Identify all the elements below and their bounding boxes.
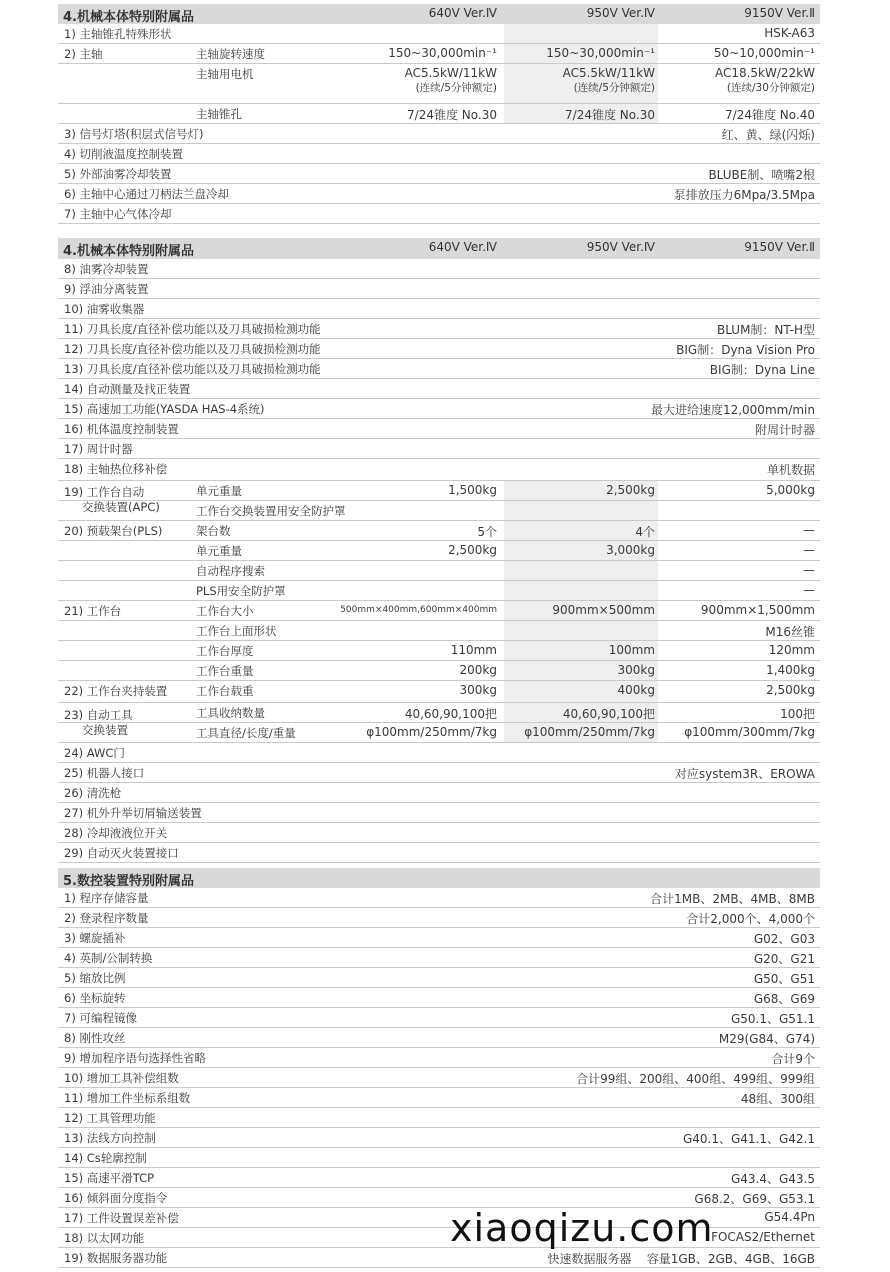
row-value: G02、G03 (753, 932, 815, 946)
sub-label: 主轴旋转速度 (196, 47, 265, 61)
row-label: 18) 以太网功能 (64, 1231, 145, 1245)
row-label: 16) 倾斜面分度指令 (64, 1191, 168, 1205)
sub-label: 工具直径/长度/重量 (196, 726, 296, 740)
row-value: 合计2,000个、4,000个 (686, 912, 815, 926)
row-21-thickness (58, 641, 820, 661)
row-21-label: 21) 工作台 (64, 604, 122, 618)
value-950: φ100mm/250mm/7kg (524, 725, 655, 739)
nc-row-19 (58, 1248, 820, 1268)
sub-label: 单元重量 (196, 544, 242, 558)
value-640: 7/24锥度 No.30 (407, 108, 497, 122)
value-950: 150~30,000min⁻¹ (546, 46, 655, 60)
value-9150: 100把 (780, 707, 815, 721)
row-value: G54.4Pn (764, 1210, 815, 1224)
value-9150: 单机数据 (766, 463, 815, 477)
value-9150: 5,000kg (766, 483, 815, 497)
value-640: 40,60,90,100把 (404, 707, 497, 721)
row-1 (58, 24, 820, 44)
row-label: 9) 增加程序语句选择性省略 (64, 1051, 206, 1065)
value-640: φ100mm/250mm/7kg (366, 725, 497, 739)
row-17 (58, 439, 820, 459)
row-value: G68、G69 (753, 992, 815, 1006)
row-label: 1) 主轴锥孔特殊形状 (64, 27, 172, 41)
row-26 (58, 783, 820, 803)
nc-row-5 (58, 968, 820, 988)
value-640: AC5.5kW/11kW (连续/5分钟额定) (404, 66, 497, 94)
sub-label: 单元重量 (196, 484, 242, 498)
row-label: 10) 油雾收集器 (64, 302, 145, 316)
row-18 (58, 459, 820, 481)
sub-label: 架台数 (196, 524, 231, 538)
row-label: 6) 坐标旋转 (64, 991, 126, 1005)
row-label: 5) 缩放比例 (64, 971, 126, 985)
row-label: 28) 冷却液液位开关 (64, 826, 168, 840)
col-9150: 9150V Ver.Ⅱ (744, 6, 815, 20)
value-9150: — (803, 543, 815, 557)
row-2-motor (58, 64, 820, 104)
row-23-capacity (58, 703, 820, 723)
row-label: 19) 数据服务器功能 (64, 1251, 168, 1265)
row-20-label: 20) 预载架台(PLS) (64, 524, 163, 538)
value-9150: AC18.5kW/22kW (连续/30分钟额定) (714, 66, 815, 94)
row-2-taper (58, 104, 820, 124)
row-22 (58, 681, 820, 703)
nc-row-6 (58, 988, 820, 1008)
row-label: 1) 程序存储容量 (64, 891, 149, 905)
nc-row-10 (58, 1068, 820, 1088)
sub-label: 工具收纳数量 (196, 706, 265, 720)
row-24 (58, 743, 820, 763)
row-label: 7) 可编程镜像 (64, 1011, 137, 1025)
value-950: 300kg (617, 663, 655, 677)
row-14 (58, 379, 820, 399)
row-label: 29) 自动灭火装置接口 (64, 846, 179, 860)
nc-row-13 (58, 1128, 820, 1148)
row-value: G20、G21 (753, 952, 815, 966)
row-value: M29(G84、G74) (718, 1032, 815, 1046)
row-23-tool-size (58, 723, 820, 743)
row-13 (58, 359, 820, 379)
row-20-guard (58, 581, 820, 601)
nc-row-2 (58, 908, 820, 928)
row-label: 12) 工具管理功能 (64, 1111, 156, 1125)
sub-label: 工作台大小 (196, 604, 254, 618)
row-label: 7) 主轴中心气体冷却 (64, 207, 172, 221)
row-label: 16) 机体温度控制装置 (64, 422, 179, 436)
row-label: 27) 机外升举切屑输送装置 (64, 806, 202, 820)
value-950: 4个 (635, 525, 655, 539)
watermark-text: xiaoqizu.com (450, 1206, 714, 1250)
row-20-weight (58, 541, 820, 561)
nc-row-8 (58, 1028, 820, 1048)
row-16 (58, 419, 820, 439)
row-label: 14) 自动测量及找正装置 (64, 382, 191, 396)
section1-header (58, 4, 820, 24)
sub-label: 工作台厚度 (196, 644, 254, 658)
value-9150: 泵排放压力6Mpa/3.5Mpa (673, 188, 815, 202)
row-21-shape (58, 621, 820, 641)
value-950: 7/24锥度 No.30 (565, 108, 655, 122)
row-19-label: 19) 工作台自动 交换装置(APC) (64, 485, 160, 514)
value-640: 500mm×400mm,600mm×400mm (340, 605, 497, 615)
value-9150: — (803, 563, 815, 577)
row-23-label: 23) 自动工具 交换装置 (64, 708, 133, 737)
value-9150: BLUBE制、喷嘴2根 (708, 168, 815, 182)
nc-row-1 (58, 888, 820, 908)
value-9150: 红、黄、绿(闪烁) (721, 128, 815, 142)
row-20-count (58, 521, 820, 541)
row-20-search (58, 561, 820, 581)
row-4 (58, 144, 820, 164)
row-value: G40.1、G41.1、G42.1 (682, 1132, 815, 1146)
row-label: 13) 刀具长度/直径补偿功能以及刀具破损检测功能 (64, 362, 321, 376)
row-label: 11) 增加工件坐标系组数 (64, 1091, 191, 1105)
row-25 (58, 763, 820, 783)
row-6 (58, 184, 820, 204)
row-label: 11) 刀具长度/直径补偿功能以及刀具破损检测功能 (64, 322, 321, 336)
row-label: 9) 浮油分离装置 (64, 282, 149, 296)
row-value: G43.4、G43.5 (730, 1172, 815, 1186)
value-950: AC5.5kW/11kW (连续/5分钟额定) (562, 66, 655, 94)
row-label: 15) 高速平滑TCP (64, 1171, 155, 1185)
row-label: 25) 机器人接口 (64, 766, 145, 780)
value-9150: 2,500kg (766, 683, 815, 697)
value-640: 200kg (459, 663, 497, 677)
row-label: 4) 英制/公制转换 (64, 951, 153, 965)
row-value: FOCAS2/Ethernet (711, 1230, 815, 1244)
value-640: 300kg (459, 683, 497, 697)
value-9150: 50~10,000min⁻¹ (713, 46, 815, 60)
row-label: 22) 工作台夹持装置 (64, 684, 168, 698)
sub-label: 主轴用电机 (196, 67, 254, 81)
nc-row-14 (58, 1148, 820, 1168)
section-title: 4.机械本体特别附属品 (63, 10, 194, 25)
value-9150: M16丝锥 (765, 625, 815, 639)
row-label: 8) 刚性攻丝 (64, 1031, 126, 1045)
row-label: 6) 主轴中心通过刀柄法兰盘冷却 (64, 187, 229, 201)
value-9150: 120mm (768, 643, 815, 657)
row-label: 13) 法线方向控制 (64, 1131, 156, 1145)
col-640: 640V Ver.Ⅳ (428, 240, 497, 254)
row-label: 18) 主轴热位移补偿 (64, 462, 168, 476)
nc-row-3 (58, 928, 820, 948)
row-12 (58, 339, 820, 359)
row-8 (58, 259, 820, 279)
value-9150: HSK-A63 (764, 26, 815, 40)
row-15 (58, 399, 820, 419)
row-29 (58, 843, 820, 863)
sub-label: PLS用安全防护罩 (196, 584, 286, 598)
value-640: 150~30,000min⁻¹ (388, 46, 497, 60)
row-value: G68.2、G69、G53.1 (694, 1192, 815, 1206)
value-9150: 最大进给速度12,000mm/min (650, 403, 815, 417)
col-640: 640V Ver.Ⅳ (428, 6, 497, 20)
row-11 (58, 319, 820, 339)
row-value: G50.1、G51.1 (730, 1012, 815, 1026)
row-value: 合计99组、200组、400组、499组、999组 (576, 1072, 815, 1086)
row-label: 17) 工件设置误差补偿 (64, 1211, 179, 1225)
row-label: 17) 周计时器 (64, 442, 133, 456)
row-value: 快速数据服务器 容量1GB、2GB、4GB、16GB (547, 1252, 815, 1266)
col-9150: 9150V Ver.Ⅱ (744, 240, 815, 254)
value-9150: 7/24锥度 No.40 (725, 108, 815, 122)
value-9150: — (803, 523, 815, 537)
row-21-size (58, 601, 820, 621)
section2-header (58, 238, 820, 259)
sub-label: 自动程序搜索 (196, 564, 265, 578)
row-28 (58, 823, 820, 843)
value-9150: BIG制：Dyna Vision Pro (676, 343, 815, 357)
row-19-weight (58, 481, 820, 501)
row-value: 合计9个 (771, 1052, 815, 1066)
value-640: 1,500kg (448, 483, 497, 497)
row-label: 24) AWC门 (64, 746, 125, 760)
row-label: 8) 油雾冷却装置 (64, 262, 149, 276)
row-label: 3) 螺旋插补 (64, 931, 126, 945)
value-950: 2,500kg (606, 483, 655, 497)
value-9150: 附周计时器 (754, 423, 815, 437)
row-10 (58, 299, 820, 319)
col-950: 950V Ver.Ⅳ (586, 240, 655, 254)
row-label: 12) 刀具长度/直径补偿功能以及刀具破损检测功能 (64, 342, 321, 356)
row-label: 3) 信号灯塔(积层式信号灯) (64, 127, 204, 141)
sub-label: 工作台重量 (196, 664, 254, 678)
row-label: 2) 登录程序数量 (64, 911, 149, 925)
value-9150: 对应system3R、EROWA (674, 767, 815, 781)
row-label: 15) 高速加工功能(YASDA HAS-4系统) (64, 402, 265, 416)
section-title: 4.机械本体特别附属品 (63, 244, 194, 259)
value-950: 3,000kg (606, 543, 655, 557)
value-950: 900mm×500mm (552, 603, 655, 617)
nc-row-7 (58, 1008, 820, 1028)
value-950: 40,60,90,100把 (562, 707, 655, 721)
row-value: G50、G51 (753, 972, 815, 986)
row-21-weight (58, 661, 820, 681)
value-9150: 900mm×1,500mm (700, 603, 815, 617)
row-7 (58, 204, 820, 224)
nc-row-9 (58, 1048, 820, 1068)
row-27 (58, 803, 820, 823)
row-19-guard (58, 501, 820, 521)
row-label: 5) 外部油雾冷却装置 (64, 167, 172, 181)
value-9150: BIG制：Dyna Line (709, 363, 815, 377)
value-950: 400kg (617, 683, 655, 697)
nc-row-16 (58, 1188, 820, 1208)
row-label: 2) 主轴 (64, 47, 103, 61)
row-label: 14) Cs轮廓控制 (64, 1151, 147, 1165)
row-value: 合计1MB、2MB、4MB、8MB (650, 892, 815, 906)
sub-label: 工作台交换装置用安全防护罩 (196, 504, 346, 518)
value-9150: φ100mm/300mm/7kg (684, 725, 815, 739)
row-label: 10) 增加工具补偿组数 (64, 1071, 179, 1085)
section-title: 5.数控装置特别附属品 (63, 874, 194, 889)
value-640: 110mm (450, 643, 497, 657)
nc-row-4 (58, 948, 820, 968)
value-640: 2,500kg (448, 543, 497, 557)
row-value: 48组、300组 (740, 1092, 815, 1106)
row-9 (58, 279, 820, 299)
value-950: 100mm (608, 643, 655, 657)
sub-label: 工作台载重 (196, 684, 254, 698)
row-5 (58, 164, 820, 184)
value-9150: 1,400kg (766, 663, 815, 677)
nc-row-11 (58, 1088, 820, 1108)
value-640: 5个 (477, 525, 497, 539)
row-label: 4) 切削液温度控制装置 (64, 147, 183, 161)
sub-label: 主轴锥孔 (196, 107, 242, 121)
col-950: 950V Ver.Ⅳ (586, 6, 655, 20)
row-3 (58, 124, 820, 144)
value-9150: — (803, 583, 815, 597)
nc-row-15 (58, 1168, 820, 1188)
row-label: 26) 清洗枪 (64, 786, 122, 800)
nc-row-12 (58, 1108, 820, 1128)
value-9150: BLUM制：NT-H型 (716, 323, 815, 337)
sub-label: 工作台上面形状 (196, 624, 277, 638)
section3-header (58, 868, 820, 888)
row-2 (58, 44, 820, 64)
